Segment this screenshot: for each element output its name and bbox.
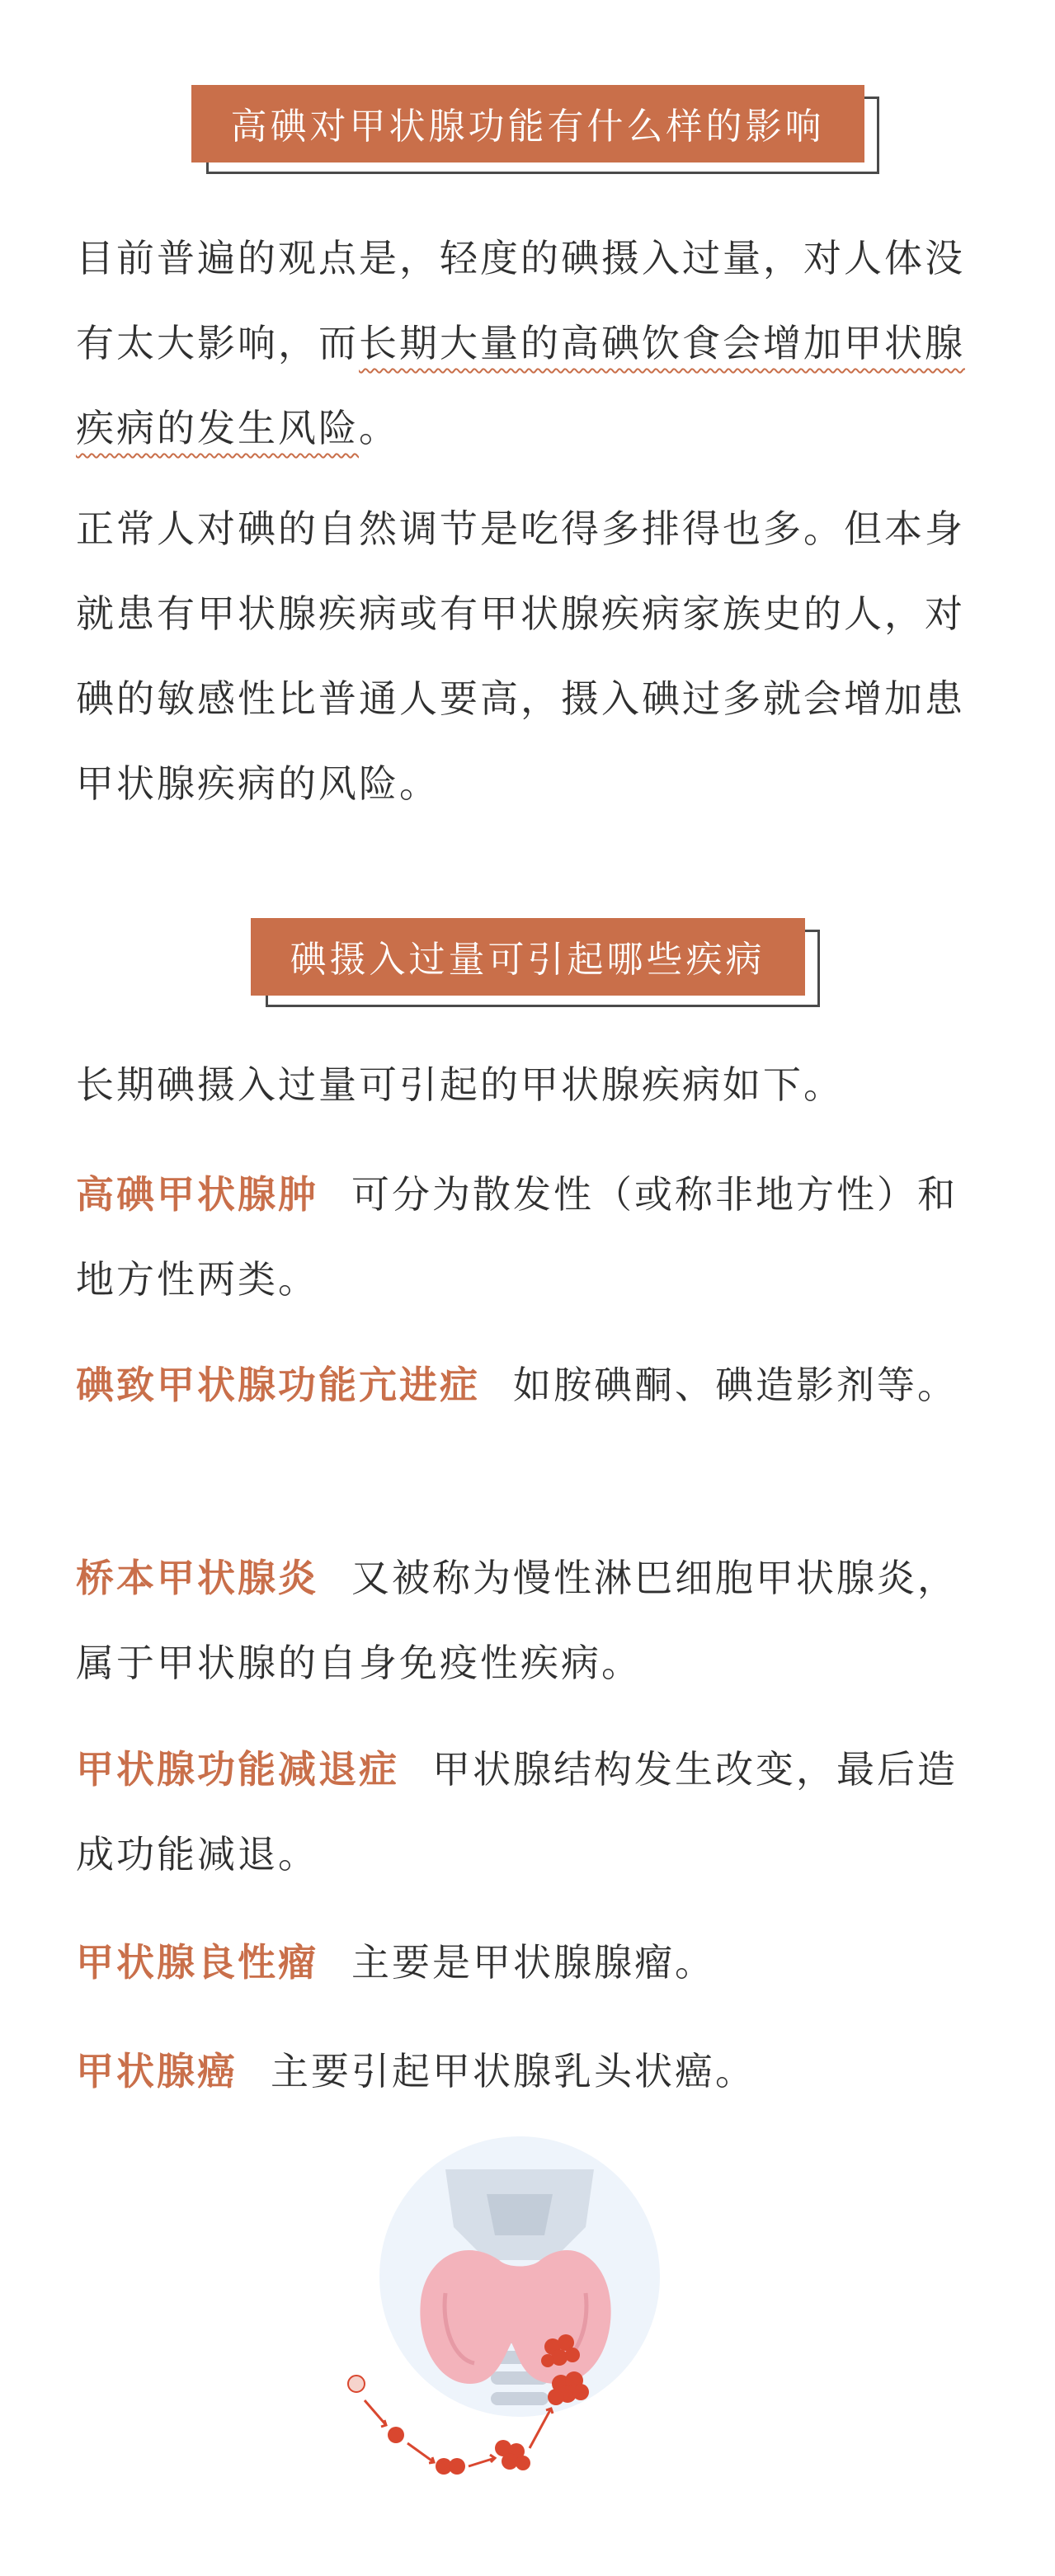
disease-name: 甲状腺良性瘤	[76, 1940, 318, 1985]
disease-item	[76, 1920, 983, 2005]
cell-stage-3	[495, 2440, 530, 2470]
section-heading-iodine-effect	[191, 85, 864, 162]
paragraph-end: 。	[359, 406, 399, 450]
disease-name: 桥本甲状腺炎	[76, 1556, 318, 1600]
disease-item	[76, 1152, 983, 1322]
paragraph-general-view	[76, 216, 983, 471]
disease-item	[76, 1727, 983, 1897]
paragraph-text: 目前普遍的观点是，轻度的碘摄入过量，对人体没有太大影响，而	[76, 236, 965, 365]
disease-item	[76, 1343, 983, 1428]
disease-item	[76, 2029, 983, 2114]
disease-name: 甲状腺功能减退症	[76, 1747, 399, 1792]
larynx-inner	[487, 2194, 553, 2235]
cell-stage-1	[388, 2427, 404, 2443]
normal-cell	[348, 2376, 365, 2392]
disease-item	[76, 1536, 983, 1706]
highlighted-phrase: 长期大量的高碘饮食会增加甲状腺疾病的发生风险	[76, 321, 965, 450]
cell-stage-2	[436, 2458, 465, 2475]
paragraph-sensitivity: 正常人对碘的自然调节是吃得多排得也多。但本身就患有甲状腺疾病或有甲状腺疾病家族史的人，对碘的敏感性比普通人要高，摄入碘过多就会增加患甲状腺疾病的风险。	[76, 506, 965, 806]
section-heading-diseases	[251, 918, 805, 996]
paragraph-intro: 长期碘摄入过量可引起的甲状腺疾病如下。	[76, 1062, 844, 1107]
heading-label: 高碘对甲状腺功能有什么样的影响	[191, 85, 864, 162]
disease-desc: 甲状腺结构发生改变，最后造成功能减退。	[76, 1747, 958, 1877]
disease-desc: 又被称为慢性淋巴细胞甲状腺炎，属于甲状腺的自身免疫性疾病。	[76, 1556, 958, 1685]
disease-name: 甲状腺癌	[76, 2049, 238, 2093]
disease-name: 碘致甲状腺功能亢进症	[76, 1363, 480, 1407]
disease-desc: 可分为散发性（或称非地方性）和地方性两类。	[76, 1172, 958, 1302]
thyroid-tumor-illustration	[346, 2136, 726, 2516]
disease-desc: 主要是甲状腺腺瘤。	[351, 1940, 715, 1985]
disease-desc: 如胺碘酮、碘造影剂等。	[513, 1363, 958, 1407]
disease-desc: 主要引起甲状腺乳头状癌。	[271, 2049, 756, 2093]
heading-label: 碘摄入过量可引起哪些疾病	[251, 918, 805, 996]
disease-name: 高碘甲状腺肿	[76, 1172, 318, 1217]
